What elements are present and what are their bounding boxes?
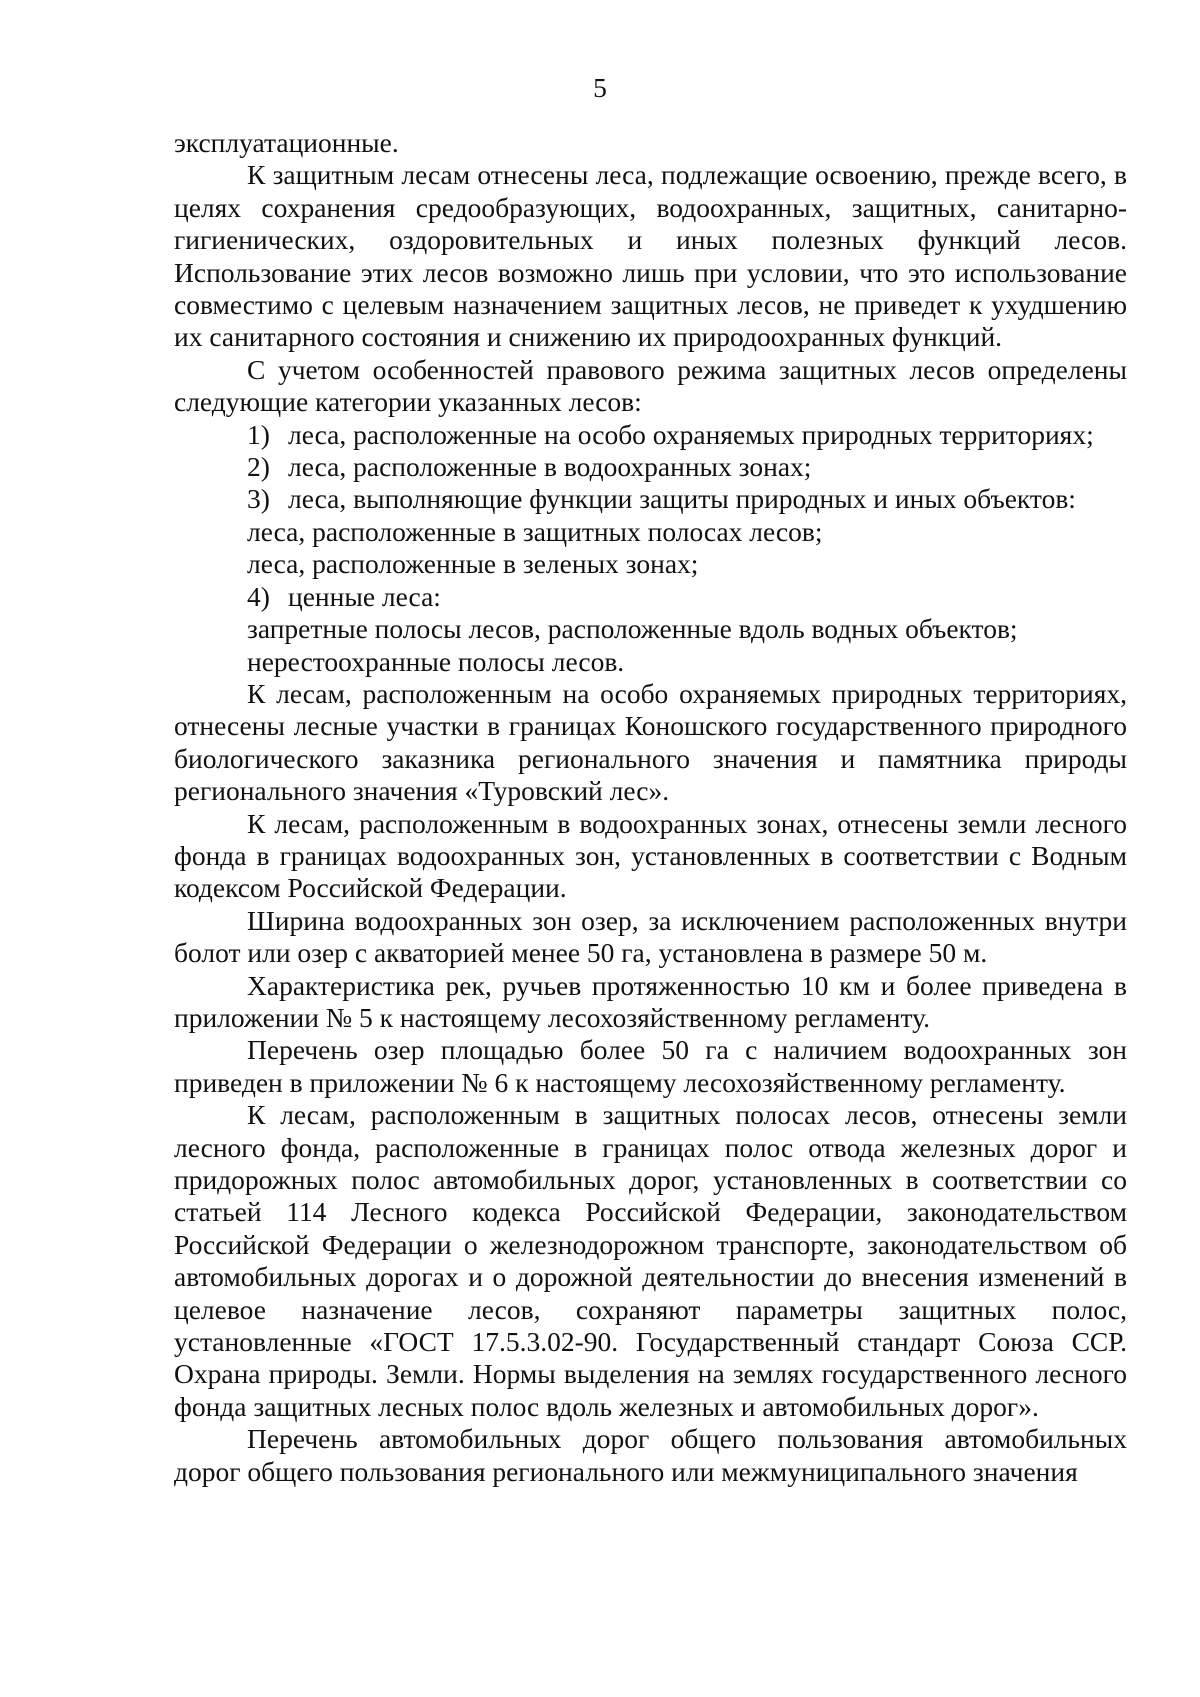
sub-list-item: запретные полосы лесов, расположенные вдоль водных объектов;	[247, 613, 1018, 645]
sub-list-item: леса, расположенные в зеленых зонах;	[247, 548, 699, 580]
list-item-text: ценные леса:	[288, 580, 441, 612]
paragraph-roads-list: Перечень автомобильных дорог общего пользования автомобильных дорог общего пользования регионального или межмуниципального значения	[174, 1423, 1127, 1487]
list-item	[174, 451, 1127, 483]
paragraph-protective-strips: К лесам, расположенным в защитных полосах лесов, отнесены земли лесного фонда, расположенные в границах полос отвода железных дорог и придорожных полос автомобильных дорог, установленных в соответствии со статьей 114 Лесного кодекса Российской Федерации, законодательством Российской Федерации о железнодорожном транспорте, законодательством об автомобильных дорогах и о дорожной деятельностии до внесения изменений в целевое назначение лесов, сохраняют параметры защитных полос, установленные «ГОСТ 17.5.3.02-90. Государственный стандарт Союза ССР. Охрана природы. Земли. Нормы выделения на землях государственного лесного фонда защитных лесных полос вдоль железных и автомобильных дорог».	[174, 1099, 1127, 1422]
paragraph-continuation: эксплуатационные.	[174, 127, 399, 158]
sub-list-item: леса, расположенные в защитных полосах лесов;	[247, 515, 823, 547]
list-item	[174, 483, 1127, 515]
paragraph-water-protection-zones: К лесам, расположенным в водоохранных зонах, отнесены земли лесного фонда в границах водоохранных зон, установленных в соответствии с Водным кодексом Российской Федерации.	[174, 807, 1127, 904]
sub-list-item: нерестоохранные полосы лесов.	[247, 645, 625, 677]
list-item	[174, 419, 1127, 451]
list-item-text: леса, расположенные в водоохранных зонах;	[288, 451, 812, 483]
page-number: 5	[593, 72, 607, 103]
document-body	[174, 127, 1127, 1488]
list-number: 2)	[247, 451, 270, 483]
paragraph-protective-forests: К защитным лесам отнесены леса, подлежащие освоению, прежде всего, в целях сохранения средообразующих, водоохранных, защитных, санитарно-гигиенических, оздоровительных и иных полезных функций лесов. Использование этих лесов возможно лишь при условии, что это использование совместимо с целевым назначением защитных лесов, не приведет к ухудшению их санитарного состояния и снижению их природоохранных функций.	[174, 159, 1127, 353]
list-item-text: леса, расположенные на особо охраняемых природных территориях;	[288, 418, 1094, 450]
list-number: 1)	[247, 418, 270, 450]
list-item	[174, 581, 1127, 613]
paragraph-lake-zone-width: Ширина водоохранных зон озер, за исключением расположенных внутри болот или озер с акваторией менее 50 га, установлена в размере 50 м.	[174, 904, 1127, 969]
paragraph-lakes-appendix: Перечень озер площадью более 50 га с наличием водоохранных зон приведен в приложении № 6 к настоящему лесохозяйственному регламенту.	[174, 1034, 1127, 1098]
paragraph-oopt-forests: К лесам, расположенным на особо охраняемых природных территориях, отнесены лесные участки в границах Коношского государственного природного биологического заказника регионального значения и памятника природы регионального значения «Туровский лес».	[174, 677, 1127, 807]
list-number: 3)	[247, 483, 270, 515]
paragraph-categories-intro: С учетом особенностей правового режима защитных лесов определены следующие категории указанных лесов:	[174, 353, 1127, 418]
paragraph-rivers-appendix: Характеристика рек, ручьев протяженностью 10 км и более приведена в приложении № 5 к настоящему лесохозяйственному регламенту.	[174, 969, 1127, 1033]
list-number: 4)	[247, 580, 270, 612]
list-item-text: леса, выполняющие функции защиты природных и иных объектов:	[288, 483, 1076, 515]
